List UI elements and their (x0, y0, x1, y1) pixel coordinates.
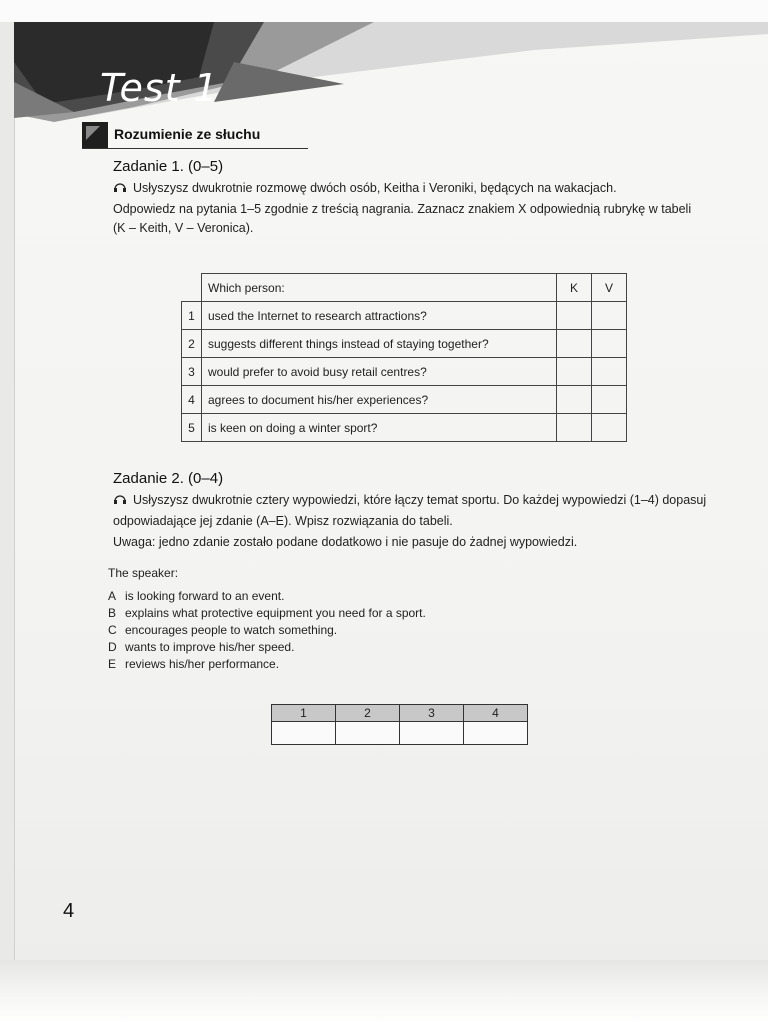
row-number: 4 (182, 386, 202, 414)
table-corner (182, 274, 202, 302)
option-letter: C (108, 623, 117, 637)
task1-title: Zadanie 1. (0–5) (113, 158, 224, 175)
test-title: Test 1 (100, 66, 219, 110)
answer-row (272, 722, 528, 745)
task2-line-3: Uwaga: jedno zdanie zostało podane dodatkowo i nie pasuje do żadnej wypowiedzi. (113, 535, 578, 549)
row-number: 2 (182, 330, 202, 358)
answer-cell[interactable] (272, 722, 336, 745)
task1-instruction-line (113, 181, 617, 195)
task2-title: Zadanie 2. (0–4) (113, 470, 224, 487)
task1-table-header (182, 274, 627, 302)
test-banner (14, 22, 768, 132)
answer-cell-v[interactable] (592, 358, 627, 386)
task1-answer-table (181, 273, 627, 442)
task2-instruction-line (113, 493, 706, 507)
answer-cell-v[interactable] (592, 330, 627, 358)
section-heading (82, 122, 308, 149)
answer-header-2: 2 (336, 705, 400, 722)
v-column-header: V (592, 274, 627, 302)
answer-cell-k[interactable] (557, 358, 592, 386)
answer-cell[interactable] (336, 722, 400, 745)
task1-line-1: Usłyszysz dwukrotnie rozmowę dwóch osób, Keitha i Veroniki, będących na wakacjach. (133, 181, 617, 195)
option-letter: E (108, 657, 117, 671)
answer-cell[interactable] (400, 722, 464, 745)
table-row (182, 302, 627, 330)
scan-bottom-edge (0, 960, 768, 1024)
answer-cell[interactable] (464, 722, 528, 745)
headphones-icon (113, 493, 127, 505)
row-question: used the Internet to research attractions? (202, 302, 557, 330)
row-question: is keen on doing a winter sport? (202, 414, 557, 442)
option-letter: A (108, 589, 117, 603)
row-question: agrees to document his/her experiences? (202, 386, 557, 414)
table-row (182, 358, 627, 386)
table-row (182, 330, 627, 358)
scan-left-edge (0, 22, 15, 1024)
option-item (108, 606, 426, 620)
option-text: wants to improve his/her speed. (125, 640, 295, 654)
row-number: 3 (182, 358, 202, 386)
scan-top-edge (0, 0, 768, 23)
row-number: 5 (182, 414, 202, 442)
option-text: explains what protective equipment you need for a sport. (125, 606, 426, 620)
option-text: encourages people to watch something. (125, 623, 338, 637)
option-item (108, 589, 284, 603)
option-item (108, 657, 279, 671)
speaker-label: The speaker: (108, 566, 179, 580)
task1-line-3: (K – Keith, V – Veronica). (113, 221, 254, 235)
option-text: is looking forward to an event. (125, 589, 285, 603)
answer-cell-v[interactable] (592, 386, 627, 414)
option-letter: D (108, 640, 117, 654)
answer-cell-k[interactable] (557, 386, 592, 414)
headphones-icon (113, 181, 127, 193)
answer-header-1: 1 (272, 705, 336, 722)
answer-cell-v[interactable] (592, 302, 627, 330)
answer-header-3: 3 (400, 705, 464, 722)
question-header: Which person: (202, 274, 557, 302)
answer-cell-k[interactable] (557, 330, 592, 358)
task2-line-2: odpowiadające jej zdanie (A–E). Wpisz rozwiązania do tabeli. (113, 514, 453, 528)
page-number: 4 (63, 900, 75, 922)
section-marker-icon (82, 122, 108, 148)
answer-header-4: 4 (464, 705, 528, 722)
answer-cell-k[interactable] (557, 302, 592, 330)
k-column-header: K (557, 274, 592, 302)
table-row (182, 386, 627, 414)
task2-answer-table (271, 704, 528, 745)
task2-line-1: Usłyszysz dwukrotnie cztery wypowiedzi, które łączy temat sportu. Do każdej wypowiedzi (1–4) dopasuj (133, 493, 707, 507)
option-item (108, 623, 337, 637)
section-title: Rozumienie ze słuchu (114, 126, 261, 142)
option-letter: B (108, 606, 117, 620)
task1-line-2: Odpowiedz na pytania 1–5 zgodnie z treścią nagrania. Zaznacz znakiem X odpowiednią rubrykę w tabeli (113, 202, 692, 216)
answer-table-header (272, 705, 528, 722)
row-question: suggests different things instead of staying together? (202, 330, 557, 358)
row-question: would prefer to avoid busy retail centres? (202, 358, 557, 386)
option-text: reviews his/her performance. (125, 657, 280, 671)
table-row (182, 414, 627, 442)
answer-cell-k[interactable] (557, 414, 592, 442)
answer-cell-v[interactable] (592, 414, 627, 442)
option-item (108, 640, 294, 654)
row-number: 1 (182, 302, 202, 330)
